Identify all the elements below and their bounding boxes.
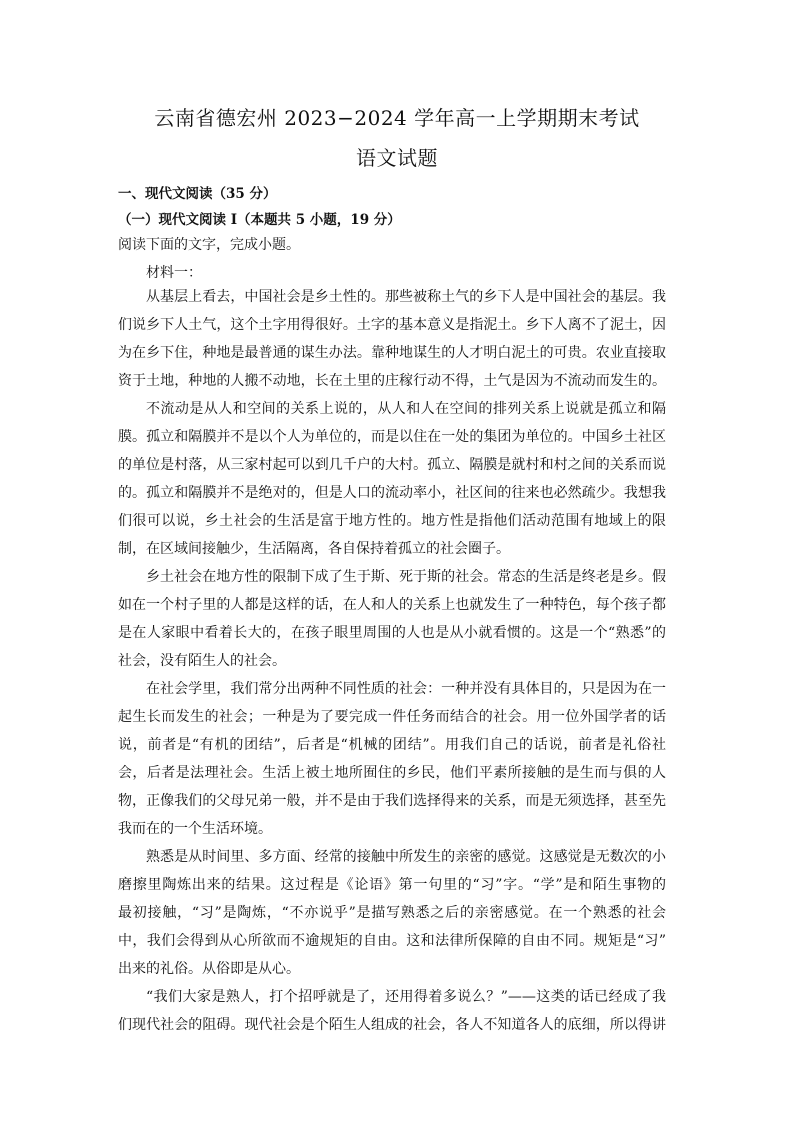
text-line: 起生长而发生的社会；一种是为了要完成一件任务而结合的社会。用一位外国学者的话 [118,709,666,725]
text-line: “我们大家是熟人，打个招呼就是了，还用得着多说么？”——这类的话已经成了我 [146,989,666,1005]
material-label: 材料一： [146,265,202,281]
exam-subtitle: 语文试题 [356,146,438,170]
subsection-heading: （一）现代文阅读 I（本题共 5 小题，19 分） [118,212,401,228]
text-line: 们很可以说，乡土社会的生活是富于地方性的。地方性是指他们活动范围有地域上的限 [118,513,666,529]
text-line: 不流动是从人和空间的关系上说的，从人和人在空间的排列关系上说就是孤立和隔 [146,401,666,417]
text-line: 说，前者是“有机的团结”，后者是“机械的团结”。用我们自己的话说，前者是礼俗社 [118,737,666,753]
text-line: 物，正像我们的父母兄弟一般，并不是由于我们选择得来的关系，而是无须选择，甚至先 [118,793,666,809]
text-line: 制，在区域间接触少，生活隔离，各自保持着孤立的社会圈子。 [118,541,510,557]
text-line: 为在乡下住，种地是最普通的谋生办法。靠种地谋生的人才明白泥土的可贵。农业直接取 [118,345,666,361]
text-line: 如在一个村子里的人都是这样的话，在人和人的关系上也就发生了一种特色，每个孩子都 [118,597,666,613]
text-line: 最初接触，“习”是陶炼，“不亦说乎”是描写熟悉之后的亲密感觉。在一个熟悉的社会 [118,905,666,921]
text-line: 我而在的一个生活环境。 [118,821,272,837]
text-line: 中，我们会得到从心所欲而不逾规矩的自由。这和法律所保障的自由不同。规矩是“习” [118,933,666,949]
exam-title: 云南省德宏州 2023−2024 学年高一上学期期末考试 [154,106,640,130]
text-line: 资于土地，种地的人搬不动地，长在土里的庄稼行动不得，土气是因为不流动而发生的。 [118,373,666,389]
text-line: 熟悉是从时间里、多方面、经常的接触中所发生的亲密的感觉。这感觉是无数次的小 [146,849,666,865]
text-line: 在社会学里，我们常分出两种不同性质的社会：一种并没有具体目的，只是因为在一 [146,681,666,697]
text-line: 们说乡下人土气，这个土字用得很好。土字的基本意义是指泥土。乡下人离不了泥土，因 [118,317,666,333]
text-line: 是在人家眼中看着长大的，在孩子眼里周围的人也是从小就看惯的。这是一个“熟悉”的 [118,625,666,641]
text-line: 乡土社会在地方性的限制下成了生于斯、死于斯的社会。常态的生活是终老是乡。假 [146,569,666,585]
text-line: 会，后者是法理社会。生活上被土地所囿住的乡民，他们平素所接触的是生而与俱的人 [118,765,666,781]
text-line: 磨擦里陶炼出来的结果。这过程是《论语》第一句里的“习”字。“学”是和陌生事物的 [118,877,666,893]
text-line: 出来的礼俗。从俗即是从心。 [118,961,300,977]
text-line: 们现代社会的阻碍。现代社会是个陌生人组成的社会，各人不知道各人的底细，所以得讲 [118,1017,666,1033]
text-line: 膜。孤立和隔膜并不是以个人为单位的，而是以住在一处的集团为单位的。中国乡土社区 [118,429,666,445]
section-heading: 一、现代文阅读（35 分） [118,186,277,202]
text-line: 的单位是村落，从三家村起可以到几千户的大村。孤立、隔膜是就村和村之间的关系而说 [118,457,666,473]
instruction-text: 阅读下面的文字，完成小题。 [118,237,300,253]
text-line: 的。孤立和隔膜并不是绝对的，但是人口的流动率小，社区间的往来也必然疏少。我想我 [118,485,666,501]
text-line: 从基层上看去，中国社会是乡土性的。那些被称土气的乡下人是中国社会的基层。我 [146,289,666,305]
text-line: 社会，没有陌生人的社会。 [118,653,286,669]
